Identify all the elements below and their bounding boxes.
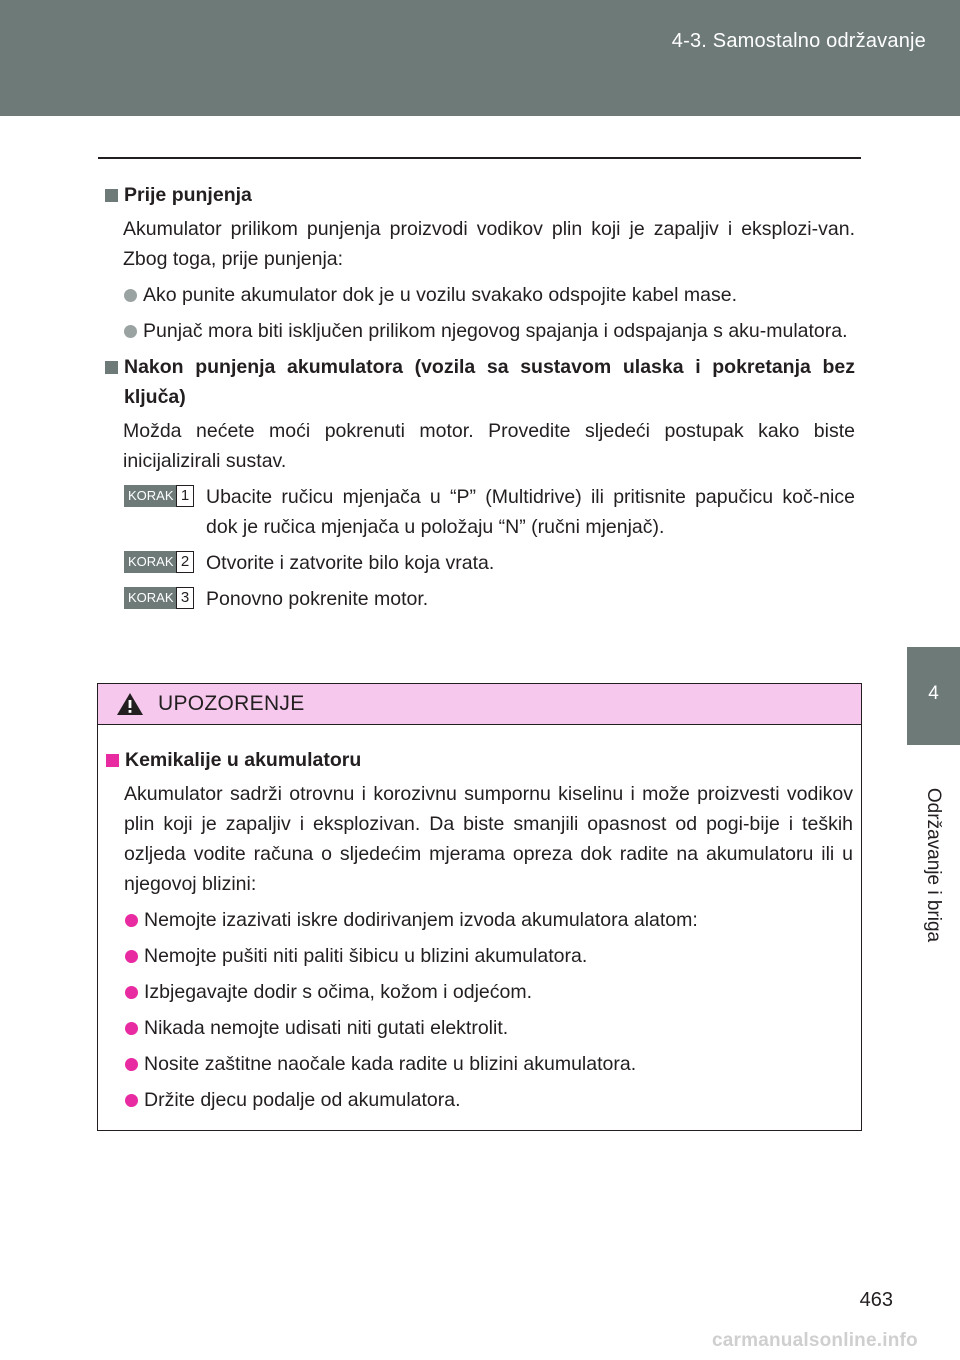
list-item: Ako punite akumulator dok je u vozilu svakako odspojite kabel mase. xyxy=(124,280,855,310)
list-item: Nemojte izazivati iskre dodirivanjem izvoda akumulatora alatom: xyxy=(125,905,853,935)
circle-bullet-icon xyxy=(125,1058,138,1071)
chapter-side xyxy=(907,745,960,985)
step-item xyxy=(124,548,855,578)
section-heading-after-charging: Nakon punjenja akumulatora (vozila sa sustavom ulaska i pokretanja bez ključa) xyxy=(105,352,855,412)
list-item: Izbjegavajte dodir s očima, kožom i odjećom. xyxy=(125,977,853,1007)
list-item: Nemojte pušiti niti paliti šibicu u blizini akumulatora. xyxy=(125,941,853,971)
watermark[interactable]: carmanualsonline.info xyxy=(712,1330,918,1351)
circle-bullet-icon xyxy=(125,950,138,963)
step-badge xyxy=(124,485,194,507)
circle-bullet-icon xyxy=(125,914,138,927)
step-badge xyxy=(124,587,194,609)
warning-intro: Akumulator sadrži otrovnu i korozivnu sumpornu kiselinu i može proizvesti vodikov plin koji je zapaljiv i eksplozivan. Da biste smanjili opasnost od pogi-bije i teških ozljeda vodite računa o sljedećim mjerama opreza dok radite na akumulatoru ili u njegovoj blizini: xyxy=(124,783,853,895)
list-item: Punjač mora biti isključen prilikom njegovog spajanja i odspajanja s aku-mulatora. xyxy=(124,316,855,346)
step-text: Otvorite i zatvorite bilo koja vrata. xyxy=(206,552,495,574)
warning-box xyxy=(97,683,862,1131)
step-item xyxy=(124,584,855,614)
list-item: Držite djecu podalje od akumulatora. xyxy=(125,1085,853,1115)
step-number: 3 xyxy=(176,587,194,609)
step-number: 2 xyxy=(176,551,194,573)
step-item xyxy=(124,482,855,542)
warning-body xyxy=(98,725,861,1115)
list-item: Nosite zaštitne naočale kada radite u blizini akumulatora. xyxy=(125,1049,853,1079)
section-header-title: 4-3. Samostalno održavanje xyxy=(671,30,926,52)
after-charging-intro: Možda nećete moći pokrenuti motor. Provedite sljedeći postupak kako biste inicijalizirali sustav. xyxy=(123,420,855,472)
chapter-tab xyxy=(907,647,960,745)
chapter-number: 4 xyxy=(928,683,939,704)
circle-bullet-icon xyxy=(124,289,137,302)
step-number: 1 xyxy=(176,485,194,507)
warning-title: UPOZORENJE xyxy=(158,692,305,715)
step-label: KORAK xyxy=(124,551,176,573)
warning-header xyxy=(98,684,861,725)
step-label: KORAK xyxy=(124,485,176,507)
step-text: Ubacite ručicu mjenjača u “P” (Multidrive) ili pritisnite papučicu koč-nice dok je ručica mjenjača u položaju “N” (ručni mjenjač). xyxy=(206,486,855,538)
step-label: KORAK xyxy=(124,587,176,609)
circle-bullet-icon xyxy=(125,1022,138,1035)
header-bar xyxy=(0,0,960,116)
warning-triangle-icon xyxy=(116,692,144,716)
circle-bullet-icon xyxy=(125,986,138,999)
step-text: Ponovno pokrenite motor. xyxy=(206,588,429,610)
section-heading-charging: Prije punjenja xyxy=(105,180,855,210)
top-rule xyxy=(98,157,861,159)
square-bullet-icon xyxy=(105,189,118,202)
charging-intro: Akumulator prilikom punjenja proizvodi vodikov plin koji je zapaljiv i eksplozi-van. Zbog toga, prije punjenja: xyxy=(123,218,855,270)
page-number: 463 xyxy=(859,1289,893,1311)
square-bullet-icon xyxy=(106,754,119,767)
chapter-label: Održavanje i briga xyxy=(923,787,944,943)
list-item: Nikada nemojte udisati niti gutati elektrolit. xyxy=(125,1013,853,1043)
step-badge xyxy=(124,551,194,573)
circle-bullet-icon xyxy=(125,1094,138,1107)
square-bullet-icon xyxy=(105,361,118,374)
main-content xyxy=(105,178,855,614)
circle-bullet-icon xyxy=(124,325,137,338)
warning-section-heading: Kemikalije u akumulatoru xyxy=(106,745,853,775)
